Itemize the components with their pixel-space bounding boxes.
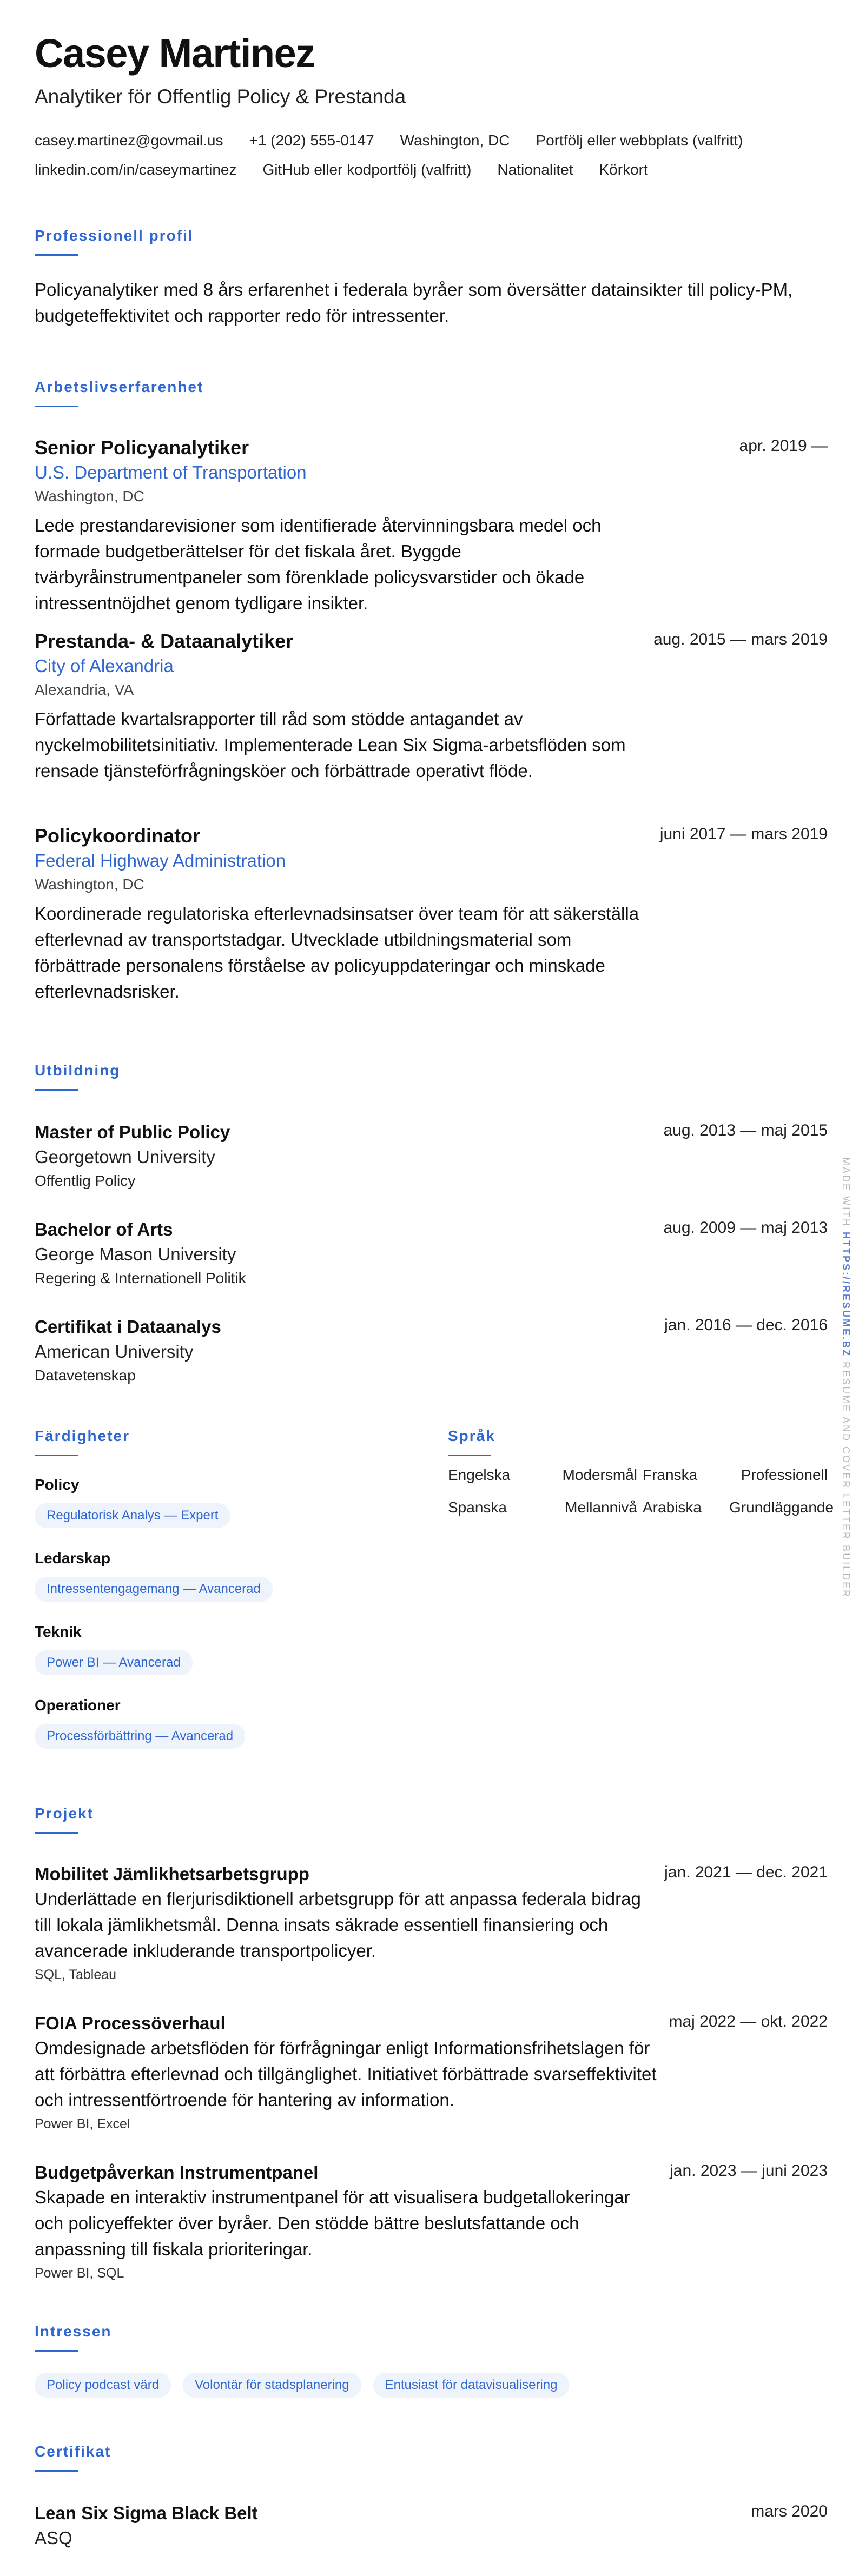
skill-group [35,1548,273,1602]
language-name: Spanska [448,1499,507,1516]
language-name: Franska [643,1466,698,1483]
certificate-date: mars 2020 [751,2502,828,2520]
experience-entry [35,629,828,784]
skill-group [35,1621,193,1675]
section-rule [35,2350,78,2352]
skill-group [35,1695,245,1749]
section-rule [35,254,78,256]
builder-watermark [840,1157,851,1601]
project-dates: jan. 2021 — dec. 2021 [664,1863,828,1881]
interest-tag: Policy podcast värd [35,2373,171,2398]
contact-location: Washington, DC [400,132,510,149]
language-level: Modersmål [562,1466,637,1483]
experience-entry [35,436,828,616]
contact-row-2 [35,161,648,178]
edu-school: American University [35,1342,194,1362]
section-rule [35,406,78,407]
language-level: Mellannivå [565,1499,637,1516]
project-title: FOIA Processöverhaul [35,2013,226,2033]
job-description: Koordinerade regulatoriska efterlevnadsinsatser över team för att säkerställa efterlevnad av transportstadgar. Utvecklade utbildningsmaterial som förbättrade personalens förståelse av policyuppdateringar och minskade efterlevnadsrisker. [35,904,639,1001]
edu-field: Offentlig Policy [35,1172,136,1189]
project-description: Skapade en interaktiv instrumentpanel för att visualisera budgetallokeringar och policyeffekter över byråer. Den stödde bättre beslutsfattande och anpassning till fiskala prioriteringar. [35,2187,630,2259]
job-location: Washington, DC [35,876,144,893]
skill-tag: Power BI — Avancerad [35,1650,193,1675]
contact-row-1 [35,132,743,149]
edu-degree: Certifikat i Dataanalys [35,1317,221,1337]
interest-tag: Volontär för stadsplanering [183,2373,361,2398]
certificate-issuer: ASQ [35,2528,72,2548]
skill-category: Policy [35,1476,80,1493]
interest-tag: Entusiast för datavisualisering [373,2373,570,2398]
section-title-interests: Intressen [35,2323,112,2340]
project-entry [35,2161,828,2284]
watermark-link[interactable]: HTTPS://RESUME.BZ [841,1232,851,1358]
education-entry [35,1218,828,1289]
candidate-headline: Analytiker för Offentlig Policy & Prestanda [35,85,406,108]
language-name: Engelska [448,1466,511,1483]
contact-linkedin[interactable]: linkedin.com/in/caseymartinez [35,161,237,178]
edu-dates: jan. 2016 — dec. 2016 [664,1316,828,1334]
skill-tag: Regulatorisk Analys — Expert [35,1503,230,1528]
project-tech: Power BI, Excel [35,2116,130,2132]
language-level: Professionell [741,1466,828,1483]
job-employer: U.S. Department of Transportation [35,462,307,482]
edu-degree: Bachelor of Arts [35,1219,173,1239]
experience-entry [35,824,828,1005]
edu-school: George Mason University [35,1244,236,1264]
job-employer: City of Alexandria [35,656,174,676]
project-tech: Power BI, SQL [35,2266,124,2281]
skill-tag: Processförbättring — Avancerad [35,1724,245,1749]
contact-github[interactable]: GitHub eller kodportfölj (valfritt) [262,161,472,178]
project-dates: jan. 2023 — juni 2023 [670,2162,828,2180]
candidate-name: Casey Martinez [35,31,315,76]
watermark-suffix: RESUME AND COVER LETTER BUILDER [841,1362,851,1599]
edu-dates: aug. 2009 — maj 2013 [663,1219,828,1237]
language-name: Arabiska [643,1499,702,1516]
project-dates: maj 2022 — okt. 2022 [669,2013,828,2030]
contact-portfolio[interactable]: Portfölj eller webbplats (valfritt) [536,132,743,149]
edu-school: Georgetown University [35,1147,215,1167]
job-location: Alexandria, VA [35,681,134,698]
contact-phone[interactable]: +1 (202) 555-0147 [249,132,374,149]
skill-tag: Intressentengagemang — Avancerad [35,1577,273,1602]
section-title-languages: Språk [448,1428,495,1444]
job-dates: aug. 2015 — mars 2019 [653,630,828,648]
job-dates: apr. 2019 — [739,437,828,455]
watermark-prefix: MADE WITH [841,1157,851,1227]
job-employer: Federal Highway Administration [35,851,286,871]
edu-dates: aug. 2013 — maj 2015 [663,1121,828,1139]
project-description: Underlättade en flerjurisdiktionell arbetsgrupp för att anpassa federala bidrag till lokala jämlikhetsmål. Denna insats säkrade essentiell finansiering och avancerade inkluderande transportpolicyer. [35,1889,641,1961]
profile-summary: Policyanalytiker med 8 års erfarenhet i federala byråer som översätter datainsikter till policy-PM, budgeteffektivitet och rapporter redo för intressenter. [35,280,793,326]
language-level: Grundläggande [729,1499,834,1516]
job-title: Policykoordinator [35,825,201,847]
project-tech: SQL, Tableau [35,1967,117,1982]
education-entry [35,1315,828,1386]
contact-email[interactable]: casey.martinez@govmail.us [35,132,223,149]
section-title-education: Utbildning [35,1062,121,1079]
edu-field: Regering & Internationell Politik [35,1270,246,1286]
section-rule [448,1455,491,1456]
skill-category: Operationer [35,1697,121,1714]
skill-category: Ledarskap [35,1550,111,1566]
project-title: Budgetpåverkan Instrumentpanel [35,2162,319,2182]
builder-watermark-text [840,1157,851,1598]
certificate-entry [35,2501,828,2551]
contact-nationality: Nationalitet [497,161,573,178]
job-location: Washington, DC [35,488,144,504]
job-description: Lede prestandarevisioner som identifierade återvinningsbara medel och formade budgetberättelser för det fiskala året. Byggde tvärbyråinstrumentpaneler som förenklade policysvarstider och ökade intressentnöjdhet genom tydligare insikter. [35,515,602,613]
job-description: Författade kvartalsrapporter till råd som stödde antagandet av nyckelmobilitetsinitiativ. Implementerade Lean Six Sigma-arbetsflöden som rensade tjänsteförfrågningsköer och förbättrade operativt flöde. [35,709,626,781]
project-entry [35,2011,828,2135]
job-title: Senior Policyanalytiker [35,436,249,459]
skill-group [35,1474,230,1528]
edu-field: Datavetenskap [35,1367,136,1384]
section-title-profile: Professionell profil [35,227,194,244]
contact-license: Körkort [599,161,648,178]
skill-category: Teknik [35,1623,82,1640]
section-title-experience: Arbetslivserfarenhet [35,379,204,395]
section-rule [35,2470,78,2472]
section-rule [35,1089,78,1091]
interest-list [35,2373,569,2398]
project-description: Omdesignade arbetsflöden för förfrågningar enligt Informationsfrihetslagen för att förbättra efterlevnad och tillgänglighet. Initiativet förbättrade svarseffektivitet och intressentförtroende för hantering av information. [35,2038,657,2110]
education-entry [35,1120,828,1192]
section-title-skills: Färdigheter [35,1428,130,1444]
section-rule [35,1455,78,1456]
project-title: Mobilitet Jämlikhetsarbetsgrupp [35,1864,309,1884]
edu-degree: Master of Public Policy [35,1122,230,1142]
language-list [448,1466,834,1516]
section-title-projects: Projekt [35,1805,94,1822]
job-title: Prestanda- & Dataanalytiker [35,630,294,652]
certificate-name: Lean Six Sigma Black Belt [35,2503,258,2523]
section-rule [35,1832,78,1834]
project-entry [35,1862,828,1986]
section-title-certificates: Certifikat [35,2443,111,2460]
job-dates: juni 2017 — mars 2019 [659,825,828,843]
